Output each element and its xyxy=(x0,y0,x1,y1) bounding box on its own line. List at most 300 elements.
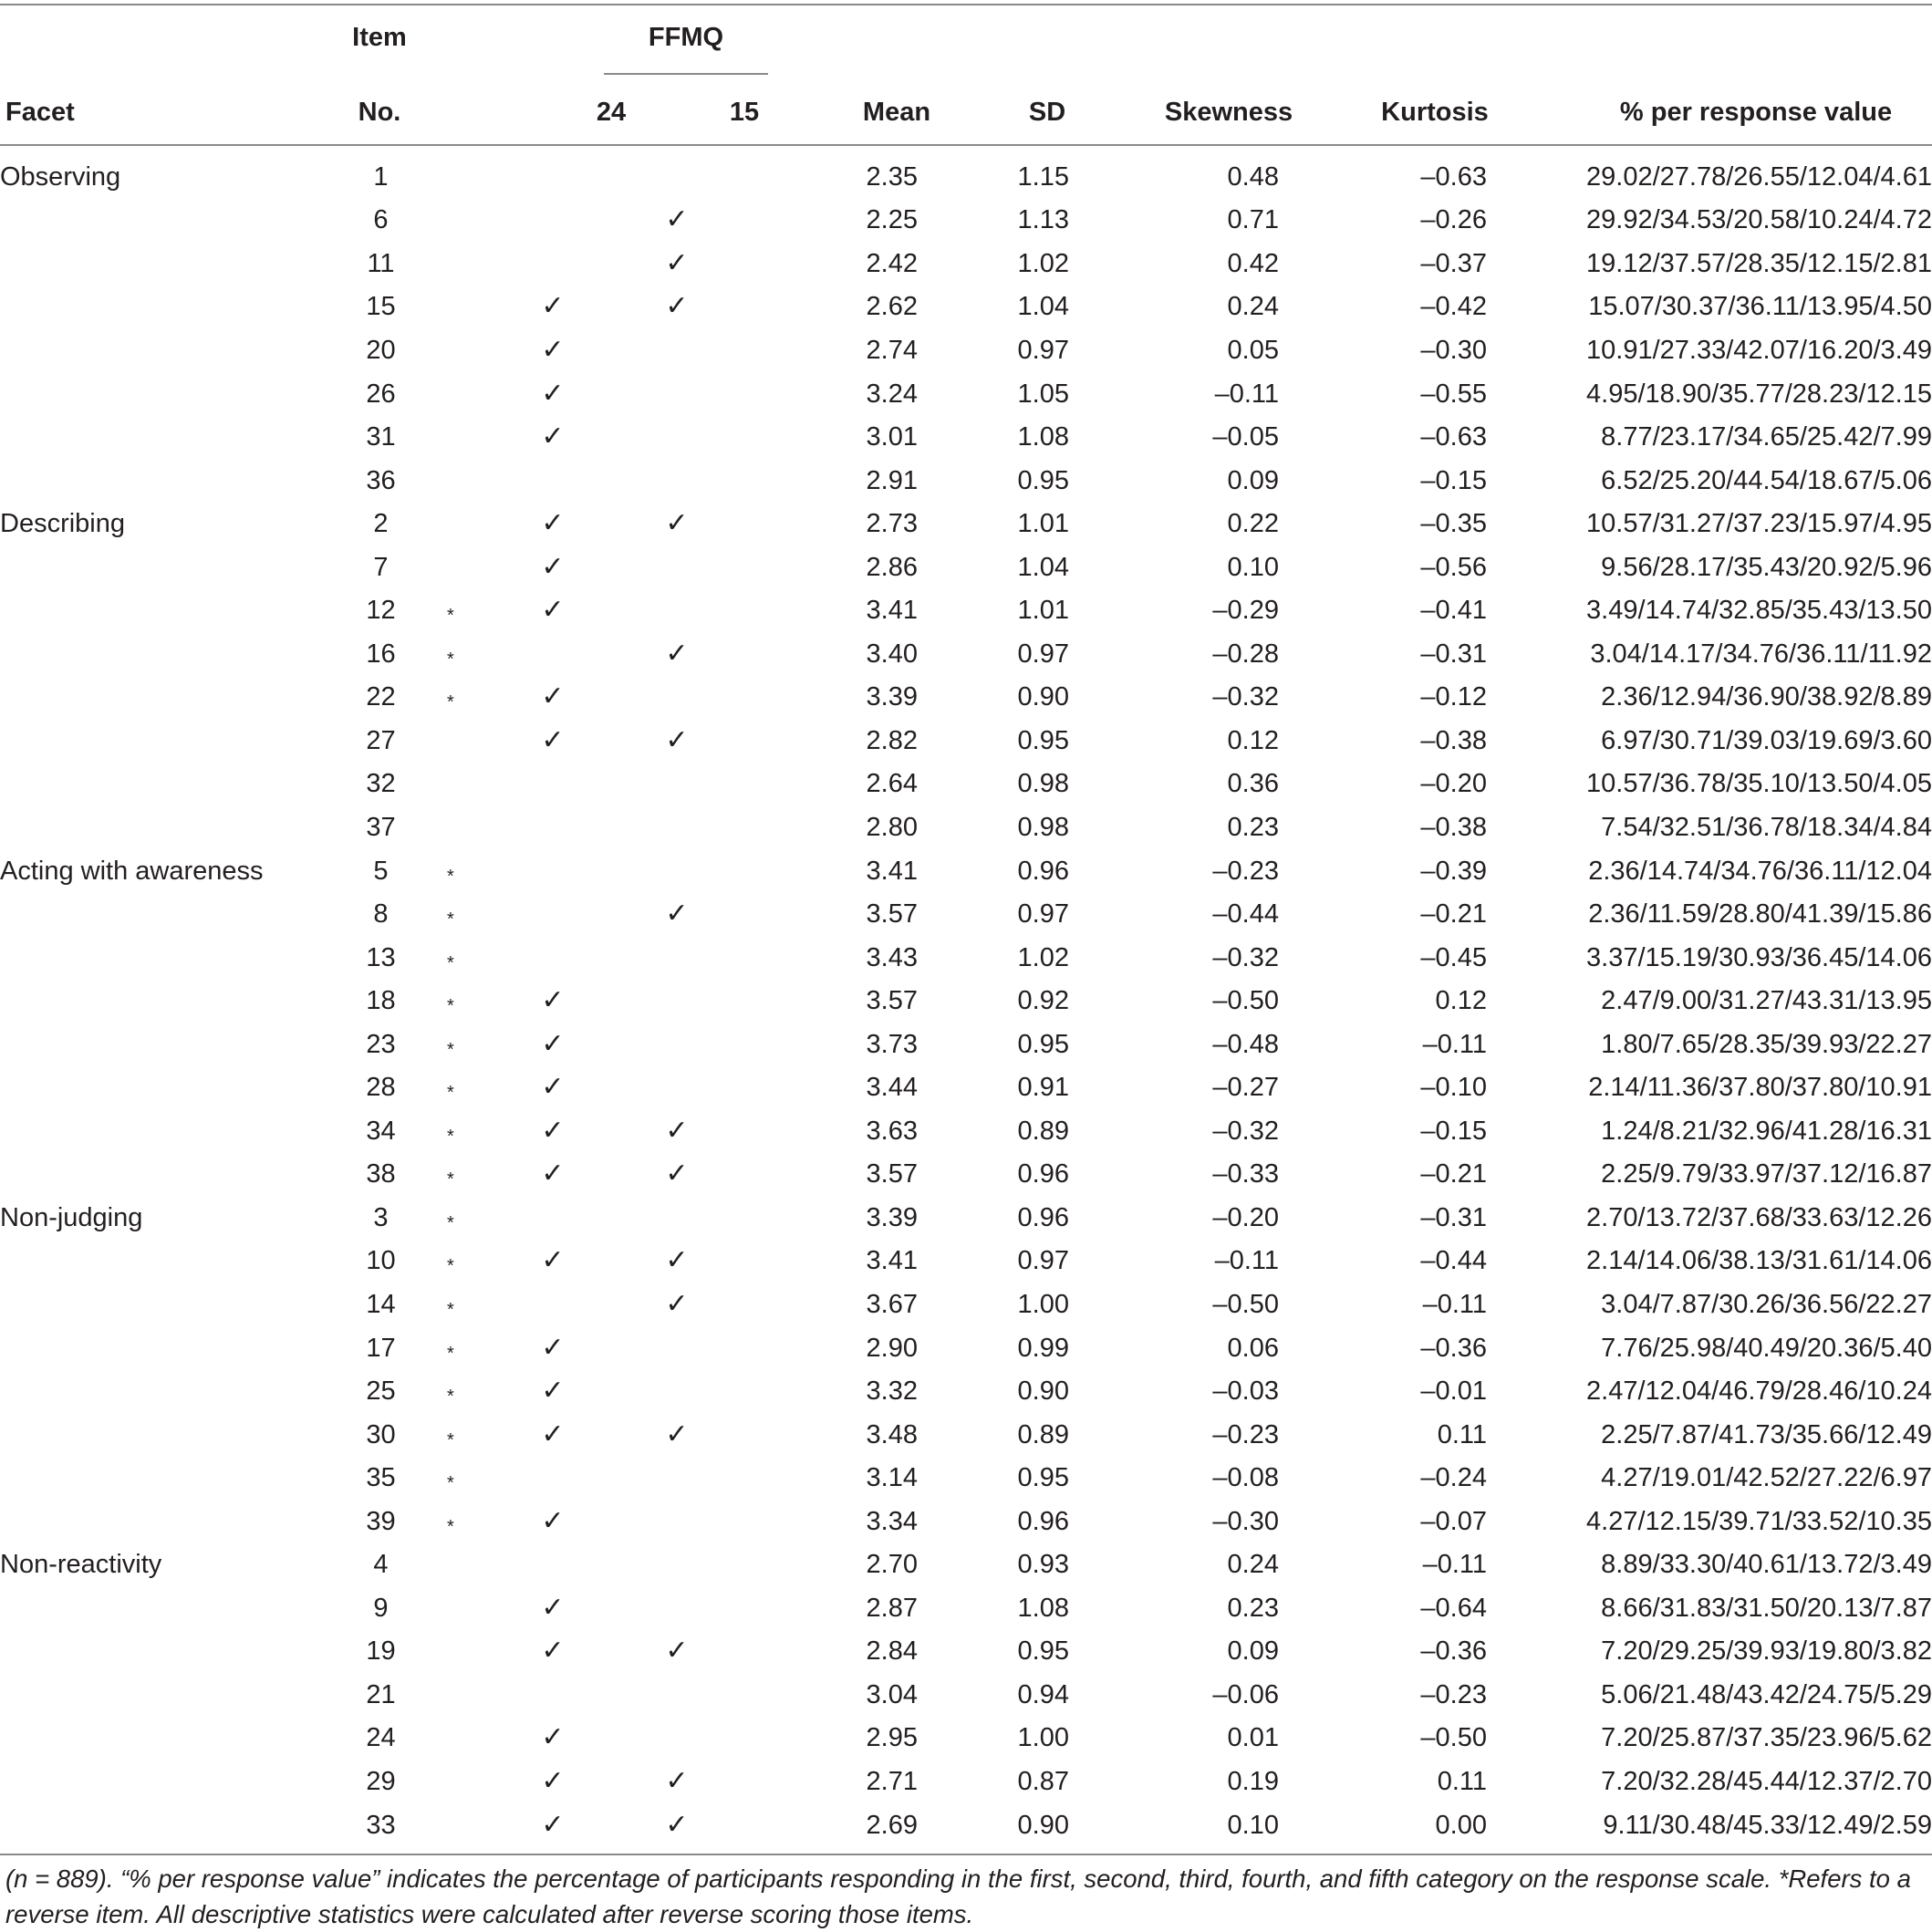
kurtosis-cell: –0.44 xyxy=(1420,1246,1487,1276)
ffmq24-check-cell xyxy=(502,155,604,199)
mean-cell: 3.41 xyxy=(866,856,918,886)
ffmq24-check-cell: ✓ xyxy=(541,1245,565,1276)
facet-cell: Observing xyxy=(0,161,121,192)
table-row xyxy=(0,459,1932,503)
header-kurtosis: Kurtosis xyxy=(1381,98,1489,127)
kurtosis-cell: –0.39 xyxy=(1420,856,1487,886)
table-row xyxy=(0,1803,1932,1847)
ffmq24-check-cell: ✓ xyxy=(541,1028,565,1059)
reverse-marker-cell xyxy=(447,328,502,372)
ffmq15-check-cell xyxy=(604,1065,750,1109)
facet-cell xyxy=(0,892,315,936)
sd-cell: 1.01 xyxy=(1017,596,1069,626)
response-pct-cell: 2.25/7.87/41.73/35.66/12.49 xyxy=(1601,1419,1932,1449)
item-number-cell: 13 xyxy=(366,942,396,972)
facet-cell xyxy=(0,545,315,589)
item-number-cell: 15 xyxy=(366,292,396,322)
mean-cell: 2.70 xyxy=(866,1550,918,1580)
ffmq15-check-cell xyxy=(604,459,750,503)
reverse-marker-cell xyxy=(447,1326,502,1370)
skewness-cell: –0.32 xyxy=(1212,1116,1279,1146)
sd-cell: 1.13 xyxy=(1017,205,1069,235)
item-number-cell: 12 xyxy=(366,596,396,626)
response-pct-cell: 10.57/36.78/35.10/13.50/4.05 xyxy=(1586,769,1932,799)
reverse-marker: * xyxy=(447,1169,454,1190)
skewness-cell: 0.24 xyxy=(1227,292,1279,322)
reverse-marker-cell xyxy=(447,502,502,545)
ffmq15-check-cell xyxy=(604,1196,750,1240)
kurtosis-cell: –0.64 xyxy=(1420,1593,1487,1623)
mean-cell: 2.91 xyxy=(866,465,918,495)
item-number-cell: 5 xyxy=(373,856,389,886)
kurtosis-cell: –0.11 xyxy=(1422,1029,1487,1059)
table-row xyxy=(0,1109,1932,1153)
table-row xyxy=(0,676,1932,720)
skewness-cell: 0.06 xyxy=(1227,1333,1279,1363)
mean-cell: 3.73 xyxy=(866,1029,918,1059)
skewness-cell: –0.20 xyxy=(1212,1202,1279,1232)
table-row xyxy=(0,1153,1932,1197)
skewness-cell: 0.23 xyxy=(1227,1593,1279,1623)
facet-cell xyxy=(0,979,315,1023)
item-number-cell: 14 xyxy=(366,1289,396,1319)
ffmq24-check-cell: ✓ xyxy=(541,1332,565,1363)
kurtosis-cell: 0.11 xyxy=(1437,1767,1487,1796)
table-row xyxy=(0,1543,1932,1587)
skewness-cell: –0.50 xyxy=(1212,986,1279,1016)
facet-cell xyxy=(0,1240,315,1283)
kurtosis-cell: –0.56 xyxy=(1420,552,1487,582)
facet-cell xyxy=(0,1760,315,1803)
response-pct-cell: 3.04/14.17/34.76/36.11/11.92 xyxy=(1590,639,1932,669)
sd-cell: 0.96 xyxy=(1017,1506,1069,1536)
header-no: No. xyxy=(358,98,401,127)
response-pct-cell: 10.91/27.33/42.07/16.20/3.49 xyxy=(1586,335,1932,365)
ffmq15-check-cell xyxy=(604,588,750,632)
kurtosis-cell: –0.50 xyxy=(1420,1723,1487,1753)
skewness-cell: 0.09 xyxy=(1227,465,1279,495)
item-number-cell: 29 xyxy=(366,1767,396,1796)
ffmq24-check-cell xyxy=(502,1456,604,1500)
skewness-cell: 0.22 xyxy=(1227,509,1279,539)
item-number-cell: 19 xyxy=(366,1636,396,1667)
response-pct-cell: 9.11/30.48/45.33/12.49/2.59 xyxy=(1603,1810,1932,1840)
item-number-cell: 16 xyxy=(366,639,396,669)
kurtosis-cell: –0.36 xyxy=(1420,1333,1487,1363)
reverse-marker: * xyxy=(447,1083,454,1104)
reverse-marker-cell xyxy=(447,1240,502,1283)
facet-cell xyxy=(0,1630,315,1674)
ffmq15-check-cell xyxy=(604,545,750,589)
header-ffmq-15: 15 xyxy=(729,98,760,127)
skewness-cell: 0.19 xyxy=(1227,1767,1279,1796)
bottom-rule xyxy=(0,1854,1932,1855)
reverse-marker-cell xyxy=(447,1023,502,1066)
skewness-cell: 0.10 xyxy=(1227,552,1279,582)
reverse-marker-cell xyxy=(447,242,502,286)
mean-cell: 3.40 xyxy=(866,639,918,669)
table-row xyxy=(0,1630,1932,1674)
ffmq15-check-cell xyxy=(604,1717,750,1761)
ffmq15-check-cell: ✓ xyxy=(665,204,689,235)
ffmq15-check-cell xyxy=(604,763,750,806)
ffmq15-check-cell: ✓ xyxy=(665,1809,689,1840)
response-pct-cell: 2.36/12.94/36.90/38.92/8.89 xyxy=(1601,682,1932,712)
mean-cell: 2.95 xyxy=(866,1723,918,1753)
mean-cell: 3.57 xyxy=(866,1159,918,1189)
facet-cell xyxy=(0,415,315,459)
table-row xyxy=(0,1065,1932,1109)
ffmq24-check-cell xyxy=(502,242,604,286)
ffmq24-check-cell: ✓ xyxy=(541,724,565,755)
ffmq24-check-cell: ✓ xyxy=(541,1158,565,1189)
response-pct-cell: 2.47/9.00/31.27/43.31/13.95 xyxy=(1601,986,1932,1016)
sd-cell: 1.04 xyxy=(1017,292,1069,322)
mean-cell: 2.82 xyxy=(866,725,918,755)
kurtosis-cell: –0.15 xyxy=(1420,1116,1487,1146)
facet-cell xyxy=(0,459,315,503)
ffmq15-check-cell xyxy=(604,1586,750,1630)
response-pct-cell: 7.20/25.87/37.35/23.96/5.62 xyxy=(1601,1723,1932,1753)
mean-cell: 3.24 xyxy=(866,379,918,409)
reverse-marker: * xyxy=(447,996,454,1017)
reverse-marker-cell xyxy=(447,1065,502,1109)
reverse-marker-cell xyxy=(447,372,502,416)
kurtosis-cell: 0.11 xyxy=(1437,1419,1487,1449)
facet-cell xyxy=(0,1369,315,1413)
response-pct-cell: 29.02/27.78/26.55/12.04/4.61 xyxy=(1586,161,1932,192)
response-pct-cell: 3.37/15.19/30.93/36.45/14.06 xyxy=(1586,942,1932,972)
response-pct-cell: 10.57/31.27/37.23/15.97/4.95 xyxy=(1586,509,1932,539)
reverse-marker-cell xyxy=(447,1413,502,1457)
ffmq24-check-cell: ✓ xyxy=(541,1766,565,1796)
header-facet: Facet xyxy=(5,98,75,127)
sd-cell: 1.00 xyxy=(1017,1289,1069,1319)
reverse-marker: * xyxy=(447,1473,454,1494)
mean-cell: 3.57 xyxy=(866,899,918,930)
kurtosis-cell: –0.15 xyxy=(1420,465,1487,495)
facet-cell xyxy=(0,1326,315,1370)
facet-cell xyxy=(0,1283,315,1326)
table-row xyxy=(0,588,1932,632)
sd-cell: 0.99 xyxy=(1017,1333,1069,1363)
reverse-marker-cell xyxy=(447,1717,502,1761)
reverse-marker: * xyxy=(447,909,454,930)
kurtosis-cell: –0.30 xyxy=(1420,335,1487,365)
sd-cell: 1.15 xyxy=(1017,161,1069,192)
ffmq24-check-cell: ✓ xyxy=(541,551,565,582)
ffmq24-check-cell: ✓ xyxy=(541,1722,565,1753)
table-row xyxy=(0,632,1932,676)
response-pct-cell: 5.06/21.48/43.42/24.75/5.29 xyxy=(1601,1679,1932,1709)
item-number-cell: 21 xyxy=(366,1679,396,1709)
response-pct-cell: 2.14/11.36/37.80/37.80/10.91 xyxy=(1588,1073,1932,1103)
mean-cell: 3.57 xyxy=(866,986,918,1016)
facet-cell xyxy=(0,676,315,720)
facet-cell xyxy=(0,588,315,632)
kurtosis-cell: –0.20 xyxy=(1420,769,1487,799)
facet-cell: Non-reactivity xyxy=(0,1550,162,1580)
mean-cell: 2.25 xyxy=(866,205,918,235)
sd-cell: 0.98 xyxy=(1017,769,1069,799)
skewness-cell: –0.11 xyxy=(1214,379,1279,409)
kurtosis-cell: –0.11 xyxy=(1422,1550,1487,1580)
reverse-marker-cell xyxy=(447,588,502,632)
item-number-cell: 10 xyxy=(366,1246,396,1276)
mean-cell: 3.41 xyxy=(866,596,918,626)
skewness-cell: 0.05 xyxy=(1227,335,1279,365)
sd-cell: 0.90 xyxy=(1017,1810,1069,1840)
facet-cell xyxy=(0,1153,315,1197)
kurtosis-cell: –0.10 xyxy=(1420,1073,1487,1103)
kurtosis-cell: –0.55 xyxy=(1420,379,1487,409)
mean-cell: 2.84 xyxy=(866,1636,918,1667)
table-row xyxy=(0,199,1932,243)
mean-cell: 2.62 xyxy=(866,292,918,322)
reverse-marker: * xyxy=(447,649,454,670)
facet-cell xyxy=(0,1803,315,1847)
item-number-cell: 36 xyxy=(366,465,396,495)
table-row xyxy=(0,415,1932,459)
kurtosis-cell: –0.35 xyxy=(1420,509,1487,539)
ffmq15-check-cell: ✓ xyxy=(665,1636,689,1667)
sd-cell: 0.97 xyxy=(1017,1246,1069,1276)
sd-cell: 0.96 xyxy=(1017,856,1069,886)
response-pct-cell: 7.20/32.28/45.44/12.37/2.70 xyxy=(1601,1767,1932,1796)
kurtosis-cell: –0.21 xyxy=(1420,899,1487,930)
reverse-marker-cell xyxy=(447,936,502,980)
ffmq24-check-cell: ✓ xyxy=(541,508,565,539)
reverse-marker: * xyxy=(447,606,454,627)
table-row xyxy=(0,1500,1932,1543)
sd-cell: 0.92 xyxy=(1017,986,1069,1016)
ffmq24-check-cell: ✓ xyxy=(541,1115,565,1146)
ffmq24-check-cell: ✓ xyxy=(541,421,565,452)
table-row xyxy=(0,979,1932,1023)
ffmq24-check-cell: ✓ xyxy=(541,1809,565,1840)
mean-cell: 3.48 xyxy=(866,1419,918,1449)
ffmq15-check-cell: ✓ xyxy=(665,247,689,278)
ffmq15-check-cell xyxy=(604,1456,750,1500)
ffmq15-check-cell xyxy=(604,849,750,893)
ffmq24-check-cell: ✓ xyxy=(541,1592,565,1623)
response-pct-cell: 15.07/30.37/36.11/13.95/4.50 xyxy=(1588,292,1932,322)
facet-cell: Acting with awareness xyxy=(0,856,264,886)
skewness-cell: 0.01 xyxy=(1227,1723,1279,1753)
reverse-marker: * xyxy=(447,1126,454,1147)
kurtosis-cell: –0.31 xyxy=(1420,639,1487,669)
sd-cell: 0.97 xyxy=(1017,335,1069,365)
ffmq24-check-cell xyxy=(502,763,604,806)
item-number-cell: 9 xyxy=(373,1593,389,1623)
item-number-cell: 31 xyxy=(366,422,396,452)
response-pct-cell: 9.56/28.17/35.43/20.92/5.96 xyxy=(1601,552,1932,582)
sd-cell: 0.97 xyxy=(1017,639,1069,669)
facet-cell xyxy=(0,1673,315,1717)
skewness-cell: 0.42 xyxy=(1227,248,1279,278)
response-pct-cell: 3.04/7.87/30.26/36.56/22.27 xyxy=(1601,1289,1932,1319)
response-pct-cell: 19.12/37.57/28.35/12.15/2.81 xyxy=(1586,248,1932,278)
table-row xyxy=(0,763,1932,806)
facet-cell xyxy=(0,805,315,849)
ffmq15-check-cell: ✓ xyxy=(665,898,689,930)
reverse-marker: * xyxy=(447,1343,454,1364)
reverse-marker-cell xyxy=(447,805,502,849)
sd-cell: 0.96 xyxy=(1017,1159,1069,1189)
ffmq15-check-cell: ✓ xyxy=(665,508,689,539)
reverse-marker-cell xyxy=(447,1369,502,1413)
skewness-cell: –0.23 xyxy=(1212,856,1279,886)
ffmq24-check-cell xyxy=(502,1196,604,1240)
skewness-cell: –0.03 xyxy=(1212,1376,1279,1407)
ffmq24-check-cell: ✓ xyxy=(541,334,565,365)
skewness-cell: –0.06 xyxy=(1212,1679,1279,1709)
ffmq15-check-cell: ✓ xyxy=(665,1115,689,1146)
table-row xyxy=(0,719,1932,763)
ffmq24-check-cell xyxy=(502,936,604,980)
facet-cell xyxy=(0,199,315,243)
response-pct-cell: 6.52/25.20/44.54/18.67/5.06 xyxy=(1601,465,1932,495)
item-number-cell: 7 xyxy=(373,552,389,582)
sd-cell: 1.02 xyxy=(1017,942,1069,972)
sd-cell: 0.97 xyxy=(1017,899,1069,930)
reverse-marker-cell xyxy=(447,545,502,589)
reverse-marker: * xyxy=(447,866,454,887)
sd-cell: 0.95 xyxy=(1017,465,1069,495)
reverse-marker-cell xyxy=(447,1630,502,1674)
item-number-cell: 34 xyxy=(366,1116,396,1146)
facet-cell xyxy=(0,632,315,676)
mean-cell: 2.86 xyxy=(866,552,918,582)
ffmq15-check-cell xyxy=(604,1673,750,1717)
item-number-cell: 32 xyxy=(366,769,396,799)
ffmq15-check-cell xyxy=(604,155,750,199)
mean-cell: 3.39 xyxy=(866,682,918,712)
table-row xyxy=(0,502,1932,545)
mean-cell: 2.73 xyxy=(866,509,918,539)
item-number-cell: 6 xyxy=(373,205,389,235)
facet-cell xyxy=(0,1065,315,1109)
skewness-cell: –0.23 xyxy=(1212,1419,1279,1449)
item-number-cell: 33 xyxy=(366,1810,396,1840)
table-row xyxy=(0,372,1932,416)
table-row xyxy=(0,1023,1932,1066)
reverse-marker: * xyxy=(447,1429,454,1450)
header-ffmq-24: 24 xyxy=(596,98,627,127)
response-pct-cell: 7.76/25.98/40.49/20.36/5.40 xyxy=(1601,1333,1932,1363)
reverse-marker-cell xyxy=(447,1456,502,1500)
table-row xyxy=(0,1326,1932,1370)
ffmq24-check-cell: ✓ xyxy=(541,1072,565,1103)
reverse-marker: * xyxy=(447,1039,454,1060)
item-number-cell: 8 xyxy=(373,899,389,930)
facet-cell xyxy=(0,763,315,806)
table-row xyxy=(0,328,1932,372)
table-row xyxy=(0,1586,1932,1630)
item-number-cell: 28 xyxy=(366,1073,396,1103)
sd-cell: 0.89 xyxy=(1017,1116,1069,1146)
data-table xyxy=(0,155,1932,1846)
kurtosis-cell: –0.23 xyxy=(1420,1679,1487,1709)
sd-cell: 1.05 xyxy=(1017,379,1069,409)
ffmq24-check-cell xyxy=(502,892,604,936)
sd-cell: 0.96 xyxy=(1017,1202,1069,1232)
reverse-marker-cell xyxy=(447,415,502,459)
reverse-marker-cell xyxy=(447,979,502,1023)
skewness-cell: –0.27 xyxy=(1212,1073,1279,1103)
reverse-marker-cell xyxy=(447,199,502,243)
item-number-cell: 25 xyxy=(366,1376,396,1407)
mean-cell: 2.90 xyxy=(866,1333,918,1363)
facet-cell xyxy=(0,936,315,980)
mean-cell: 2.35 xyxy=(866,161,918,192)
sd-cell: 1.00 xyxy=(1017,1723,1069,1753)
ffmq24-check-cell xyxy=(502,805,604,849)
reverse-marker-cell xyxy=(447,1673,502,1717)
header-pct: % per response value xyxy=(1619,98,1893,127)
response-pct-cell: 4.27/12.15/39.71/33.52/10.35 xyxy=(1586,1506,1932,1536)
facet-cell xyxy=(0,242,315,286)
ffmq15-check-cell xyxy=(604,415,750,459)
item-number-cell: 24 xyxy=(366,1723,396,1753)
table-row xyxy=(0,892,1932,936)
skewness-cell: 0.36 xyxy=(1227,769,1279,799)
response-pct-cell: 2.70/13.72/37.68/33.63/12.26 xyxy=(1586,1202,1932,1232)
facet-cell: Describing xyxy=(0,509,125,539)
skewness-cell: –0.44 xyxy=(1212,899,1279,930)
item-number-cell: 20 xyxy=(366,335,396,365)
reverse-marker-cell xyxy=(447,1543,502,1587)
ffmq24-check-cell xyxy=(502,1543,604,1587)
mean-cell: 2.87 xyxy=(866,1593,918,1623)
ffmq24-check-cell xyxy=(502,632,604,676)
skewness-cell: –0.32 xyxy=(1212,682,1279,712)
skewness-cell: –0.05 xyxy=(1212,422,1279,452)
facet-cell xyxy=(0,719,315,763)
sd-cell: 0.98 xyxy=(1017,812,1069,842)
ffmq15-check-cell: ✓ xyxy=(665,1288,689,1319)
skewness-cell: 0.71 xyxy=(1227,205,1279,235)
ffmq24-check-cell: ✓ xyxy=(541,985,565,1016)
item-number-cell: 27 xyxy=(366,725,396,755)
mean-cell: 3.39 xyxy=(866,1202,918,1232)
mean-cell: 3.14 xyxy=(866,1463,918,1493)
mean-cell: 3.43 xyxy=(866,942,918,972)
ffmq15-check-cell: ✓ xyxy=(665,1418,689,1449)
response-pct-cell: 2.25/9.79/33.97/37.12/16.87 xyxy=(1601,1159,1932,1189)
reverse-marker-cell xyxy=(447,849,502,893)
sd-cell: 1.08 xyxy=(1017,1593,1069,1623)
header-ffmq: FFMQ xyxy=(648,23,724,52)
facet-cell xyxy=(0,1586,315,1630)
kurtosis-cell: –0.41 xyxy=(1420,596,1487,626)
facet-cell xyxy=(0,1500,315,1543)
response-pct-cell: 2.47/12.04/46.79/28.46/10.24 xyxy=(1586,1376,1932,1407)
ffmq15-check-cell xyxy=(604,805,750,849)
ffmq24-check-cell: ✓ xyxy=(541,1418,565,1449)
sd-cell: 1.02 xyxy=(1017,248,1069,278)
response-pct-cell: 2.36/11.59/28.80/41.39/15.86 xyxy=(1588,899,1932,930)
kurtosis-cell: –0.12 xyxy=(1420,682,1487,712)
facet-cell xyxy=(0,1023,315,1066)
mean-cell: 2.69 xyxy=(866,1810,918,1840)
reverse-marker: * xyxy=(447,1212,454,1233)
ffmq24-check-cell: ✓ xyxy=(541,378,565,409)
ffmq24-check-cell: ✓ xyxy=(541,1505,565,1536)
ffmq24-check-cell xyxy=(502,849,604,893)
item-number-cell: 30 xyxy=(366,1419,396,1449)
skewness-cell: 0.10 xyxy=(1227,1810,1279,1840)
